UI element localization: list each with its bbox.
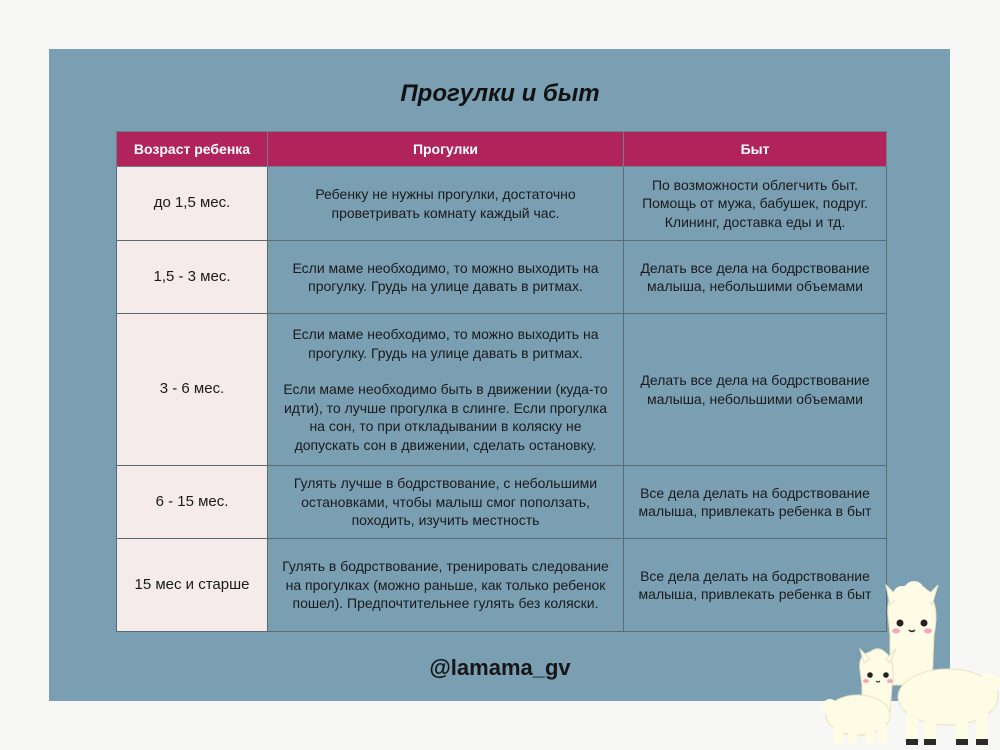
header-age: Возраст ребенка: [117, 132, 268, 167]
age-cell: 15 мес и старше: [117, 539, 268, 632]
home-cell: Все дела делать на бодрствование малыша, привлекать ребенка в быт: [624, 466, 887, 539]
header-walks: Прогулки: [268, 132, 624, 167]
table-row: [117, 167, 887, 241]
table-header-row: [117, 132, 887, 167]
walks-cell: Гулять лучше в бодрствование, с небольшими остановками, чтобы малыш смог поползать, походить, изучить местность: [268, 466, 624, 539]
table-row: [117, 539, 887, 632]
table-row: [117, 241, 887, 314]
small-llama-icon: [822, 649, 896, 745]
walks-paragraph: Если маме необходимо быть в движении (куда-то идти), то лучше прогулка в слинге. Если прогулка на сон, то при откладывании в коляску не допускать сон в движении, сделать остановку.: [283, 381, 608, 453]
home-cell: По возможности облегчить быт. Помощь от мужа, бабушек, подруг. Клининг, доставка еды и тд.: [624, 167, 887, 241]
llamas-illustration: [820, 575, 1000, 750]
table-row: [117, 314, 887, 466]
age-cell: 6 - 15 мес.: [117, 466, 268, 539]
header-home: Быт: [624, 132, 887, 167]
age-cell: 3 - 6 мес.: [117, 314, 268, 466]
home-cell: Все дела делать на бодрствование малыша, привлекать ребенка в быт: [624, 539, 887, 632]
home-cell: Делать все дела на бодрствование малыша, небольшими объемами: [624, 241, 887, 314]
schedule-table: [116, 131, 887, 632]
table-row: [117, 466, 887, 539]
age-cell: 1,5 - 3 мес.: [117, 241, 268, 314]
age-cell: до 1,5 мес.: [117, 167, 268, 241]
walks-paragraph: Если маме необходимо, то можно выходить на прогулку. Грудь на улице давать в ритмах.: [292, 326, 599, 361]
page-title: Прогулки и быт: [400, 80, 600, 107]
walks-cell: Если маме необходимо, то можно выходить на прогулку. Грудь на улице давать в ритмах.: [268, 241, 624, 314]
big-llama-icon: [886, 581, 1000, 745]
walks-cell: Гулять в бодрствование, тренировать следование на прогулках (можно раньше, как только ребенок пошел). Предпочтительнее гулять без коляски.: [268, 539, 624, 632]
home-cell: Делать все дела на бодрствование малыша, небольшими объемами: [624, 314, 887, 466]
walks-cell: [268, 314, 624, 466]
author-handle: @lamama_gv: [429, 655, 571, 680]
walks-cell: Ребенку не нужны прогулки, достаточно проветривать комнату каждый час.: [268, 167, 624, 241]
